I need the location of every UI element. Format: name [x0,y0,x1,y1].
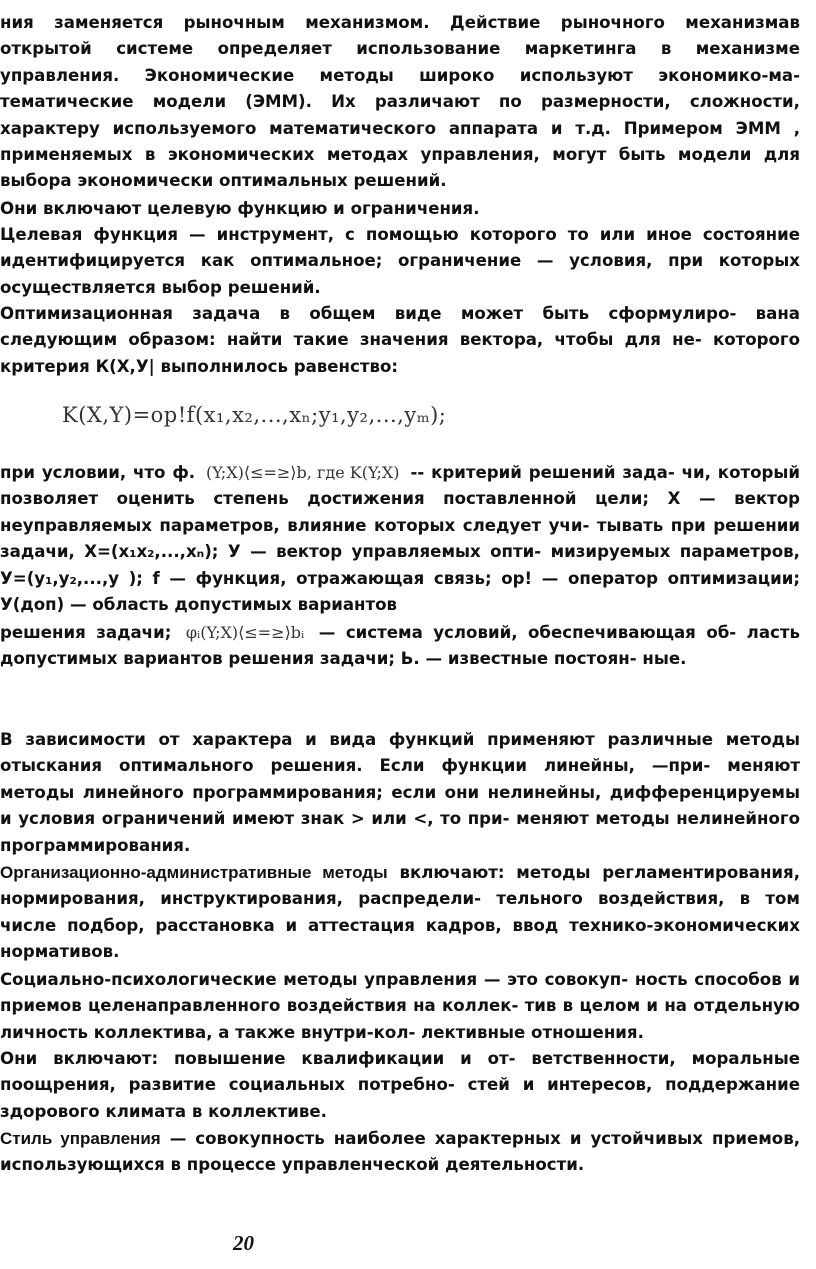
org-admin-heading: Организационно-административные методы [0,863,388,882]
paragraph-include: Они включают целевую функцию и ограничения. [0,199,480,218]
conditions-intro: при условии, что ф. [0,463,196,482]
solution-intro: решения задачи; [0,623,172,642]
paragraph-management-style [0,1126,800,1179]
paragraph-they-include: Они включают: повышение квалификации и от- ветственности, моральные поощрения, развитие социальных потребно- стей и интересов, поддержание здорового климата в коллективе. [0,1049,800,1121]
management-style-heading: Стиль управления [0,1129,161,1148]
paragraph-optimization-task: Оптимизационная задача в общем виде может быть сформулиро- вана следующим образом: найти такие значения вектора, чтобы для не- которого критерия К(Х,У| выполнилось равенство: [0,304,800,376]
solution-text: — система условий, обеспечивающая об- ласть допустимых вариантов решения задачи; Ь. — известные постоян- ные. [0,623,800,669]
paragraph-methods-choice: В зависимости от характера и вида функций применяют различные методы отыскания оптимального решения. Если функции линейны, —при- меняют методы линейного программирования; если они нелинейны, дифференцируемы и условия ограничений имеют знак > или <, то при- меняют методы нелинейного программирования. [0,730,800,855]
formula-constraints: φᵢ(Y;X)⟨≤=≥⟩bᵢ [185,623,305,642]
formula-condition: (Y;X)⟨≤=≥⟩b, где K(Y;X) [205,463,400,482]
paragraph-socio-psych: Социально-психологические методы управления — это совокуп- ность способов и приемов целенаправленного воздействия на коллек- тив в целом и на отдельную личность коллектива, а также внутри-кол- лективные отношения. [0,970,800,1042]
management-style-text: — совокупность наиболее характерных и устойчивых приемов, использующихся в процессе управленческой деятельности. [0,1129,800,1175]
paragraph-economic-methods: ния заменяется рыночным механизмом. Действие рыночного механизмав открытой системе определяет использование маркетинга в механизме управления. Экономические методы широко используют экономико-ма- тематические модели (ЭММ). Их различают по размерности, сложности, характеру используемого математического аппарата и т.д. Примером ЭММ , применяемых в экономических методах управления, могут быть модели для выбора экономически оптимальных решений. [0,13,800,191]
org-admin-text: включают: методы регламентирования, нормирования, инструктирования, распредели- тельного воздействия, в том числе подбор, расстановка и аттестация кадров, ввод технико-экономических нормативов. [0,863,801,962]
paragraph-conditions [0,460,800,618]
paragraph-solution-region [0,620,800,673]
formula-main: K(X,Y)=op!f(x₁,x₂,...,xₙ;y₁,y₂,...,yₘ); [62,403,447,427]
page-number: 20 [233,1231,254,1255]
paragraph-target-function: Целевая функция — инструмент, с помощью которого то или иное состояние идентифицируется как оптимальное; ограничение — условия, при которых осуществляется выбор решений. [0,225,800,297]
conditions-text: -- критерий решений зада- чи, который позволяет оценить степень достижения поставленной цели; X — вектор неуправляемых параметров, влияние которых следует учи- тывать при решении задачи, X=(x₁x₂,...,xₙ); У — вектор управляемых опти- мизируемых параметров, У=(у₁,у₂,...,у ); f — функция, отражающая связь; ор! — оператор оптимизации; У(доп) — область допустимых вариантов [0,463,800,615]
paragraph-org-admin [0,860,800,966]
